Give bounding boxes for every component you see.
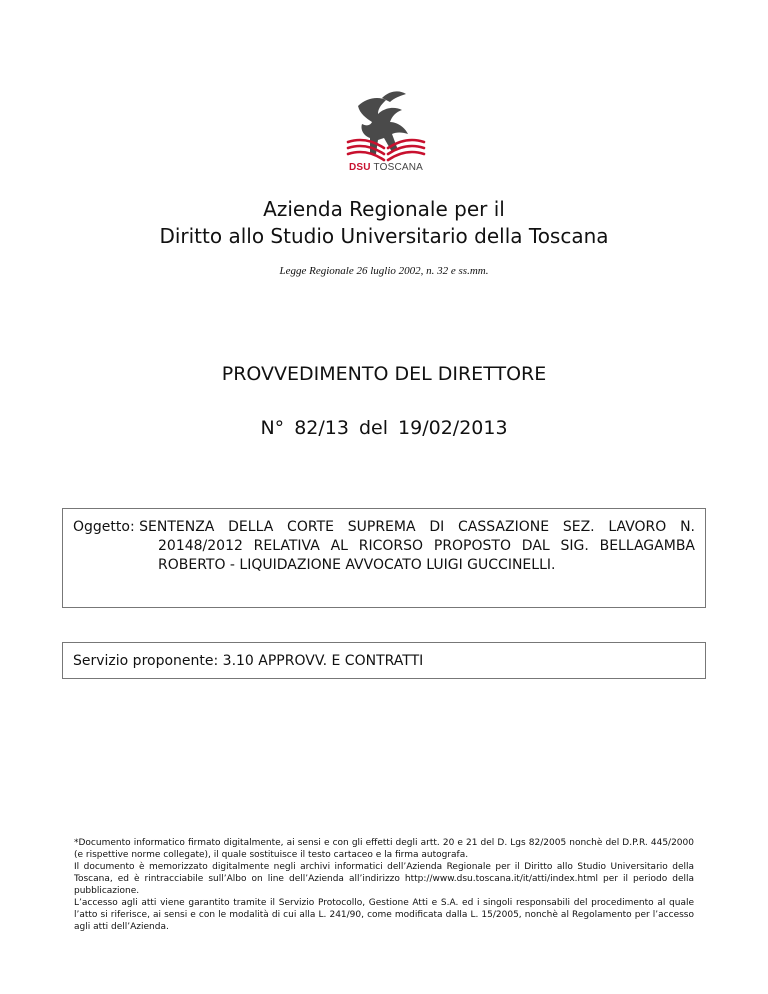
servizio-text: Servizio proponente: 3.10 APPROVV. E CONTRATTI bbox=[73, 653, 424, 669]
pegasus-wing bbox=[382, 91, 406, 102]
document-type: PROVVEDIMENTO DEL DIRETTORE bbox=[221, 363, 547, 385]
oggetto-box bbox=[62, 508, 706, 608]
oggetto-first-line: SENTENZA DELLA CORTE SUPREMA DI CASSAZIONE SEZ. LAVORO N. bbox=[139, 519, 695, 535]
footer-paragraph: L’accesso agli atti viene garantito tramite il Servizio Protocollo, Gestione Atti e S.A. ed i singoli responsabili del procedimento al quale l’atto si riferisce, ai sensi e con le modalità di cui alla L. 241/90, come modificata dalla L. 15/2005, nonchè al Regolamento per l’accesso agli atti dell’Azienda. bbox=[74, 898, 694, 932]
oggetto-label: Oggetto: bbox=[73, 519, 140, 535]
footer-paragraph: Il documento è memorizzato digitalmente negli archivi informatici dell’Azienda Regionale per il Diritto allo Studio Universitario della Toscana, ed è rintracciabile sull’Albo on line dell’Azienda all’indirizzo http://www.dsu.toscana.it/it/atti/index.html per il periodo della pubblicazione. bbox=[74, 862, 694, 896]
footer-paragraph: *Documento informatico firmato digitalmente, ai sensi e con gli effetti degli artt. 20 e 21 del D. Lgs 82/2005 nonchè del D.P.R. 445/2000 (e rispettive norme collegate), il quale sostituisce il testo cartaceo e la firma autografa. bbox=[74, 838, 694, 860]
org-title-line1: Azienda Regionale per il bbox=[263, 197, 505, 221]
logo-brand-rest: TOSCANA bbox=[373, 162, 424, 173]
document-number: N° 82/13 del 19/02/2013 bbox=[260, 417, 508, 439]
servizio-box bbox=[62, 642, 706, 679]
oggetto-rest: 20148/2012 RELATIVA AL RICORSO PROPOSTO DAL SIG. BELLAGAMBA ROBERTO - LIQUIDAZIONE AVVOCATO LUIGI GUCCINELLI. bbox=[158, 538, 695, 573]
logo-brand-bold: DSU bbox=[348, 162, 371, 173]
org-title-line2: Diritto allo Studio Universitario della Toscana bbox=[159, 224, 609, 248]
law-reference: Legge Regionale 26 luglio 2002, n. 32 e ss.mm. bbox=[279, 265, 489, 277]
footer-notes bbox=[74, 837, 694, 933]
logo-caption bbox=[338, 162, 434, 173]
